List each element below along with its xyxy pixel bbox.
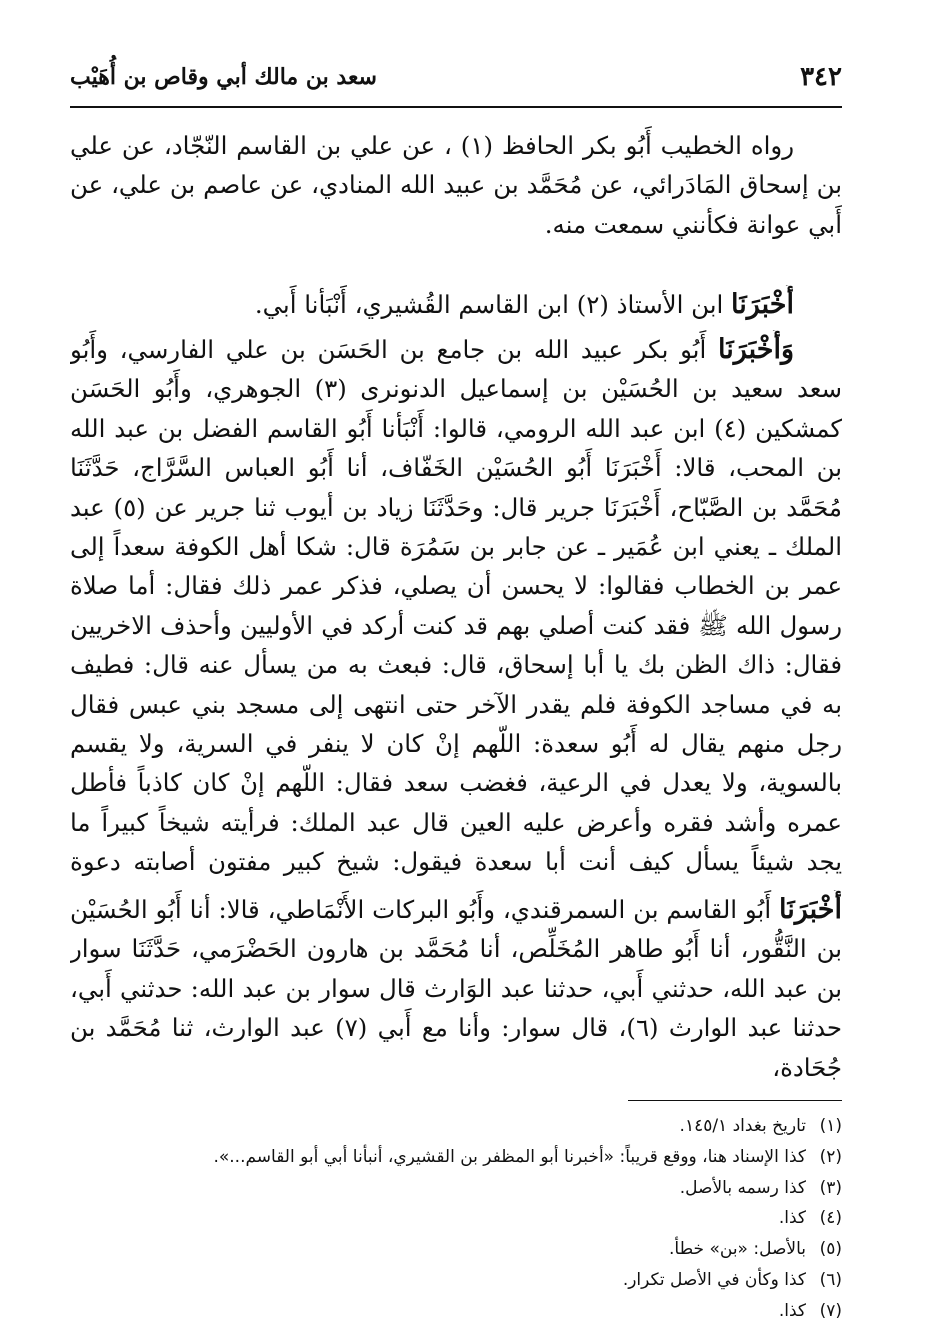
footnote (70, 1111, 842, 1142)
paragraph (70, 890, 842, 1090)
footnote-number: (٤) (819, 1208, 842, 1229)
book-page (70, 58, 842, 1327)
paragraph (70, 285, 842, 330)
paragraph-text: ابن الأستاذ (٢) ابن القاسم القُشيري، أَنْبَأنا أَبي. (254, 290, 732, 319)
paragraph-lead: أَخْبَرَنَا (779, 894, 842, 925)
paragraph-text: أَبُو بكر عبيد الله بن جامع بن الحَسَن بن علي الفارسي، وأَبُو سعد سعيد بن الحُسَيْن بن إسماعيل الدنونرى (٣) الجوهري، وأَبُو الحَسَن كمشكين (٤) ابن عبد الله الرومي، قالوا: أَنْبَأنا أَبُو القاسم الفضل بن عبد الله بن المحب، قالا: أَخْبَرَنَا أَبُو الحُسَيْن الخَفّاف، أنا أَبُو العباس السَّرَّاج، حَدَّثَنَا مُحَمَّد بن الصَّبّاح، أَخْبَرَنَا جرير قال: وحَدَّثَنَا زياد بن أيوب ثنا جرير عن (٥) عبد الملك ـ يعني ابن عُمَير ـ عن جابر بن سَمُرَة قال: شكا أهل الكوفة سعداً إلى عمر بن الخطاب فقالوا: لا يحسن أن يصلي، فذكر عمر ذلك فقال: أما صلاة رسول الله ﷺ فقد كنت أصلي بهم قد كنت أركد في الأوليين وأحذف الاخريين فقال: ذاك الظن بك يا أبا إسحاق، قال: فبعث به من يسأل عنه قال: فطيف به في مساجد الكوفة فلم يقدر الآخر حتى انتهى إلى مسجد بني عبس فقال رجل منهم يقال له أَبُو سعدة: اللّهم إنْ كان لا ينفر في السرية، ولا يقسم بالسوية، ولا يعدل في الرعية، فغضب سعد فقال: اللّهم إنْ كان كاذباً فأطل عمره وأشد فقره وأعرض عليه العين قال عبد الملك: فرأيته شيخاً كبيراً ما يجد شيئاً يسأل كيف أنت أبا سعدة فيقول: شيخ كبير مفتون أصابته دعوة (70, 335, 842, 877)
footnote (70, 1296, 842, 1327)
footnote-number: (٢) (819, 1146, 842, 1167)
paragraph (70, 330, 842, 882)
footnote (70, 1173, 842, 1204)
paragraph-lead: أَخْبَرَنَا (731, 289, 794, 320)
paragraph-lead: وَأَخْبَرَنَا (717, 334, 794, 365)
footnote (70, 1142, 842, 1173)
paragraph-text: رواه الخطيب أَبُو بكر الحافظ (١) ، عن علي بن القاسم النّجّاد، عن علي بن إسحاق المَادَرائي، عن مُحَمَّد بن عبيد الله المنادي، عن عاصم بن علي، عن أَبي عوانة فكأنني سمعت منه. (70, 131, 842, 239)
footnote (70, 1203, 842, 1234)
footnotes (70, 1111, 842, 1327)
footnote-text: كذا. (778, 1208, 806, 1229)
footnote-separator (628, 1100, 842, 1101)
footnote-number: (٦) (819, 1269, 842, 1290)
footnote-text: كذا الإسناد هنا، ووقع قريباً: «أخبرنا أبو المظفر بن القشيري، أنبأنا أبي أبو القاسم...». (213, 1146, 806, 1167)
footnote-number: (٥) (819, 1239, 842, 1260)
footnote-number: (٧) (819, 1300, 842, 1321)
footnote-number: (٣) (819, 1177, 842, 1198)
footnote (70, 1234, 842, 1265)
main-text (70, 126, 842, 1090)
footnote-text: تاريخ بغداد ١٤٥/١. (679, 1116, 806, 1136)
page-number: ٣٤٢ (800, 62, 842, 92)
paragraph-text: أَبُو القاسم بن السمرقندي، وأَبُو البركات الأَنْمَاطي، قالا: أنا أَبُو الحُسَيْن بن النَّقُّور، أنا أَبُو طاهر المُخَلِّص، أنا مُحَمَّد بن هارون الحَضْرَمي، حَدَّثَنَا سوار بن عبد الله، حدثني أَبي، حدثنا عبد الوَارث قال سوار بن عبد الله: حدثني أَبي، حدثنا عبد الوارث (٦)، قال سوار: وأنا مع أَبي (٧) عبد الوارث، ثنا مُحَمَّد بن جُحَادة، (70, 895, 842, 1082)
footnote-text: كذا. (778, 1300, 806, 1321)
running-title: سعد بن مالك أبي وقاص بن أُهَيْب (70, 64, 377, 90)
footnote-text: كذا وكأن في الأصل تكرار. (622, 1269, 806, 1290)
paragraph (70, 126, 842, 285)
footnote-number: (١) (819, 1116, 842, 1136)
footnote (70, 1265, 842, 1296)
footnote-text: كذا رسمه بالأصل. (679, 1177, 806, 1198)
footnote-text: بالأصل: «بن» خطأ. (669, 1239, 806, 1260)
page-header (70, 58, 842, 108)
